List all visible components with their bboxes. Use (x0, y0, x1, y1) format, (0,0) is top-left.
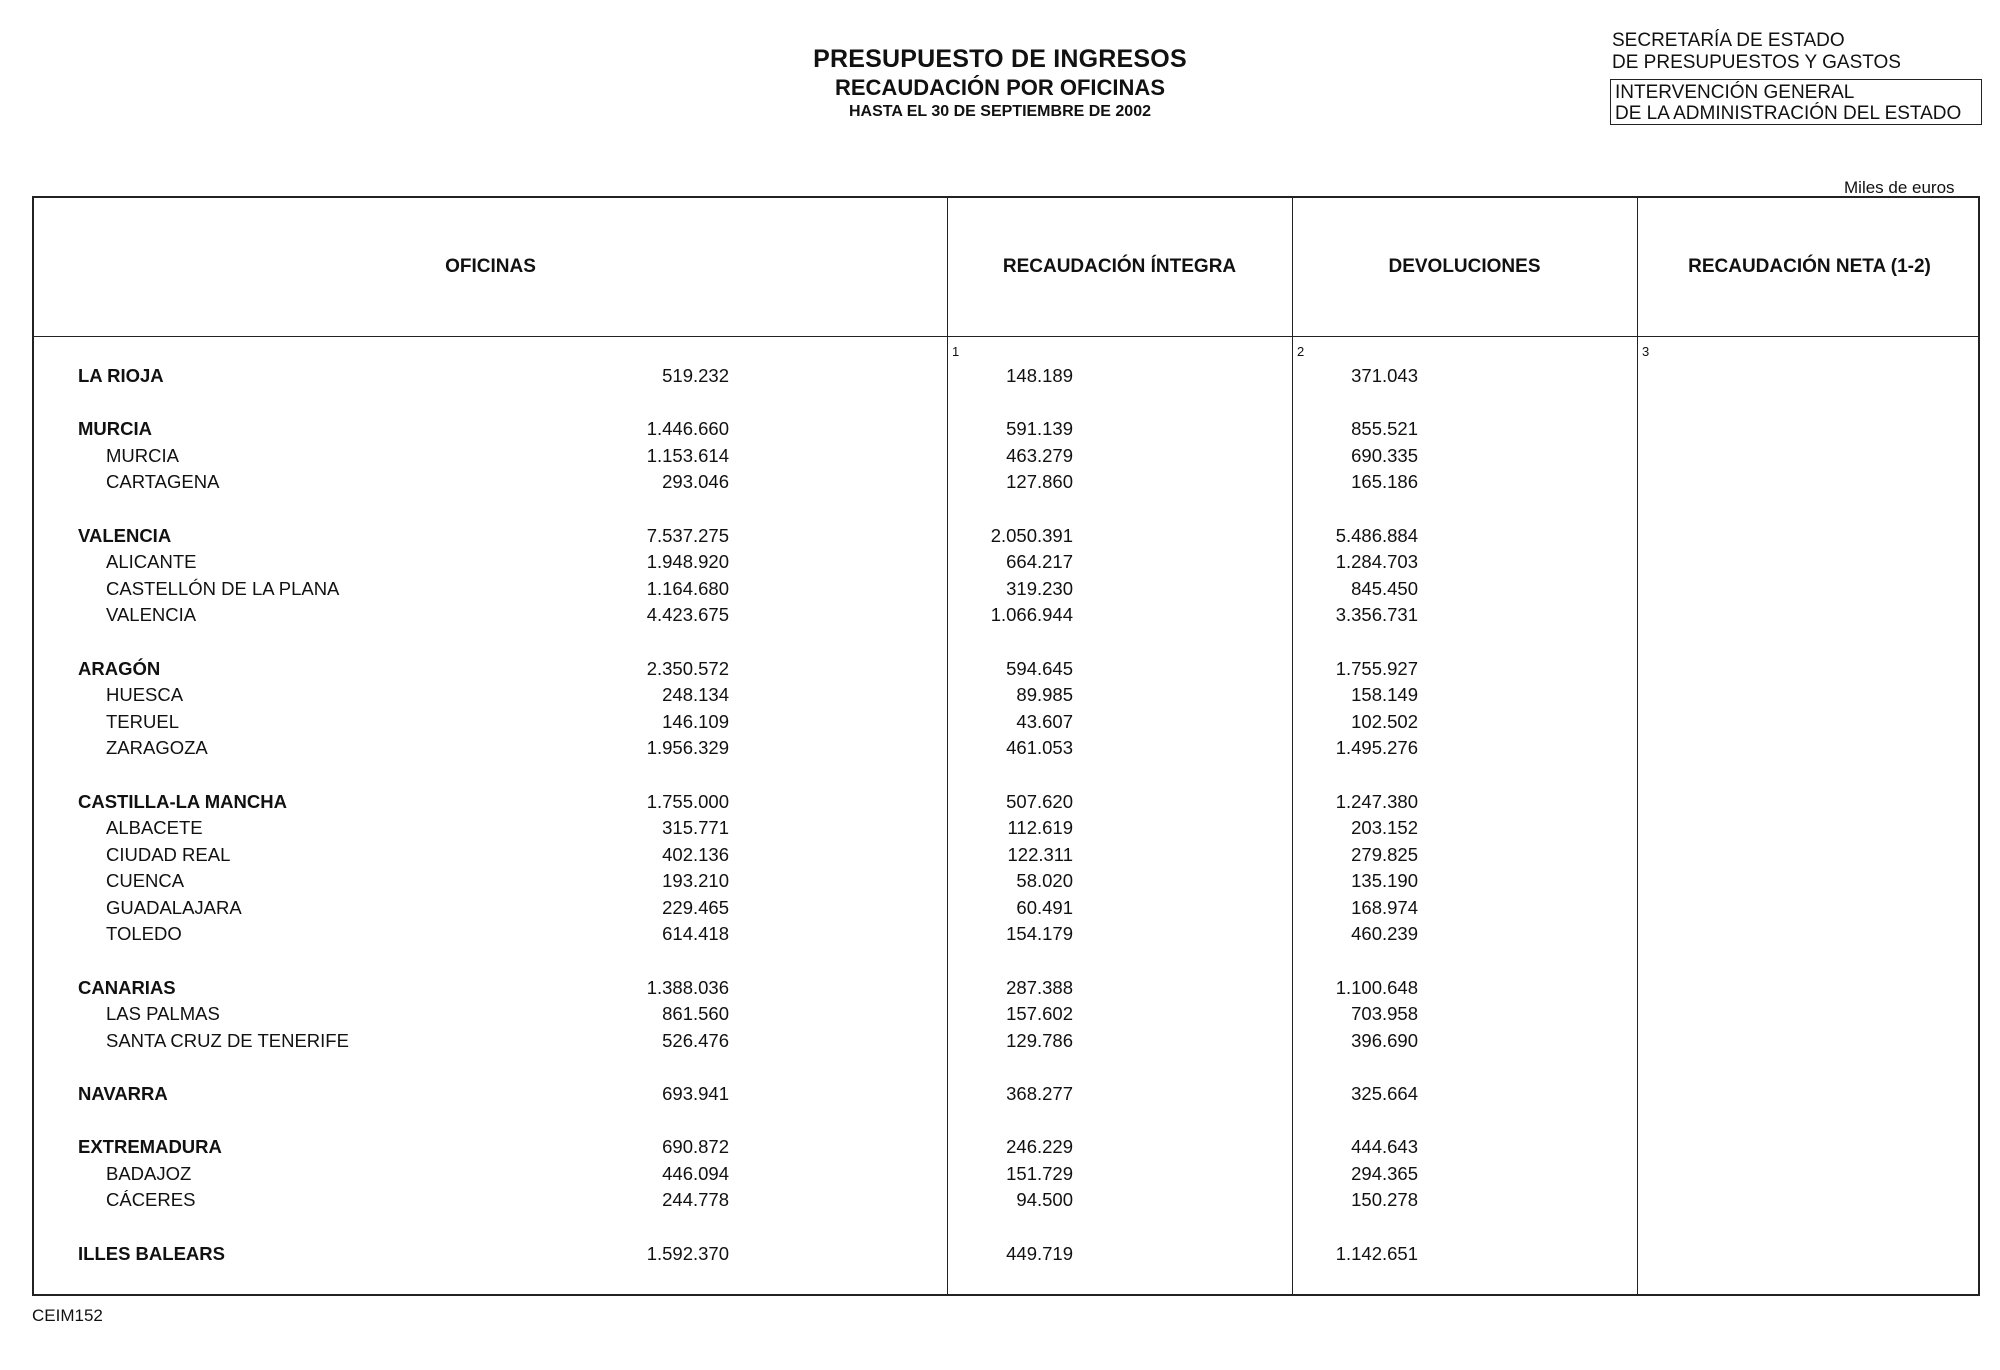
devoluciones-cell: 2.050.391 (990, 524, 1073, 546)
devoluciones-cell: 246.229 (1006, 1136, 1073, 1158)
recaudacion-integra-cell: 244.778 (662, 1189, 729, 1211)
recaudacion-integra-cell: 693.941 (662, 1083, 729, 1105)
devoluciones-cell: 368.277 (1006, 1083, 1073, 1105)
report-period: HASTA EL 30 DE SEPTIEMBRE DE 2002 (848, 103, 1151, 120)
table-row-office (34, 844, 1978, 871)
table-row-office (34, 1003, 1978, 1030)
group-spacer (34, 950, 1978, 977)
devoluciones-cell: 461.053 (1006, 737, 1073, 759)
devoluciones-cell: 591.139 (1006, 418, 1073, 440)
table-row-office (34, 737, 1978, 764)
devoluciones-cell: 594.645 (1006, 657, 1073, 679)
recaudacion-neta-cell: 294.365 (1351, 1162, 1418, 1184)
recaudacion-integra-cell: 293.046 (662, 471, 729, 493)
recaudacion-integra-cell: 1.153.614 (646, 444, 729, 466)
recaudacion-integra-cell: 248.134 (662, 684, 729, 706)
table-row-region (34, 977, 1978, 1004)
office-name-cell: TERUEL (106, 710, 179, 732)
column-number: 2 (1297, 344, 1305, 359)
recaudacion-neta-cell: 371.043 (1351, 365, 1418, 386)
table-body (34, 365, 1978, 1269)
agency-box-line-1: INTERVENCIÓN GENERAL (1615, 82, 1855, 103)
office-name-cell: VALENCIA (78, 524, 172, 546)
recaudacion-neta-cell: 855.521 (1351, 418, 1418, 440)
recaudacion-integra-cell: 690.872 (662, 1136, 729, 1158)
table-row-office (34, 1189, 1978, 1216)
devoluciones-cell: 122.311 (1007, 843, 1073, 865)
group-spacer (34, 1056, 1978, 1083)
header-divider (34, 336, 1978, 337)
devoluciones-cell: 60.491 (1016, 896, 1073, 918)
recaudacion-integra-cell: 1.388.036 (646, 976, 729, 998)
office-name-cell: CIUDAD REAL (106, 843, 231, 865)
agency-line-2: DE PRESUPUESTOS Y GASTOS (1612, 52, 1901, 73)
recaudacion-neta-cell: 279.825 (1351, 843, 1418, 865)
table-row-region (34, 658, 1978, 685)
recaudacion-integra-cell: 1.592.370 (646, 1242, 729, 1264)
recaudacion-integra-cell: 446.094 (662, 1162, 729, 1184)
office-name-cell: MURCIA (78, 418, 152, 440)
table-row-region (34, 365, 1978, 392)
recaudacion-integra-cell: 7.537.275 (646, 524, 729, 546)
table-row-region (34, 1136, 1978, 1163)
recaudacion-neta-cell: 1.755.927 (1335, 657, 1418, 679)
table-row-region (34, 525, 1978, 552)
office-name-cell: VALENCIA (106, 604, 197, 626)
group-spacer (34, 1110, 1978, 1137)
recaudacion-neta-cell: 168.974 (1351, 896, 1418, 918)
office-name-cell: CARTAGENA (106, 471, 220, 493)
group-spacer (34, 764, 1978, 791)
recaudacion-integra-cell: 1.164.680 (646, 577, 729, 599)
devoluciones-cell: 664.217 (1006, 551, 1073, 573)
recaudacion-neta-cell: 325.664 (1351, 1083, 1418, 1105)
group-spacer (34, 1216, 1978, 1243)
recaudacion-neta-cell: 1.495.276 (1335, 737, 1418, 759)
office-name-cell: LAS PALMAS (106, 1003, 220, 1025)
recaudacion-neta-cell: 1.247.380 (1335, 790, 1418, 812)
office-name-cell: BADAJOZ (106, 1162, 192, 1184)
devoluciones-cell: 507.620 (1006, 790, 1073, 812)
recaudacion-neta-cell: 845.450 (1351, 577, 1418, 599)
table-row-office (34, 471, 1978, 498)
units-label: Miles de euros (1844, 178, 1955, 197)
office-name-cell: NAVARRA (78, 1083, 168, 1105)
recaudacion-neta-cell: 1.142.651 (1335, 1242, 1418, 1264)
recaudacion-neta-cell: 3.356.731 (1335, 604, 1418, 626)
recaudacion-neta-cell: 102.502 (1351, 710, 1418, 732)
table-row-office (34, 684, 1978, 711)
recaudacion-integra-cell: 2.350.572 (646, 657, 729, 679)
group-spacer (34, 631, 1978, 658)
recaudacion-integra-cell: 146.109 (662, 710, 729, 732)
devoluciones-cell: 148.189 (1006, 365, 1073, 386)
revenue-table (32, 196, 1980, 1296)
recaudacion-integra-cell: 861.560 (662, 1003, 729, 1025)
column-number: 1 (952, 344, 960, 359)
office-name-cell: MURCIA (106, 444, 179, 466)
office-name-cell: ARAGÓN (78, 657, 161, 679)
recaudacion-integra-cell: 526.476 (662, 1029, 729, 1051)
table-row-office (34, 551, 1978, 578)
devoluciones-cell: 94.500 (1016, 1189, 1073, 1211)
devoluciones-cell: 319.230 (1006, 577, 1073, 599)
agency-name (1612, 30, 1901, 74)
recaudacion-neta-cell: 158.149 (1351, 684, 1418, 706)
recaudacion-neta-cell: 5.486.884 (1335, 524, 1418, 546)
report-title: PRESUPUESTO DE INGRESOS (813, 45, 1187, 73)
office-name-cell: ALICANTE (106, 551, 197, 573)
recaudacion-integra-cell: 1.956.329 (646, 737, 729, 759)
office-name-cell: LA RIOJA (78, 365, 164, 386)
table-row-office (34, 870, 1978, 897)
recaudacion-integra-cell: 402.136 (662, 843, 729, 865)
recaudacion-integra-cell: 229.465 (662, 896, 729, 918)
office-name-cell: ZARAGOZA (106, 737, 208, 759)
devoluciones-cell: 463.279 (1006, 444, 1073, 466)
devoluciones-cell: 129.786 (1006, 1029, 1073, 1051)
office-name-cell: CANARIAS (78, 976, 176, 998)
recaudacion-integra-cell: 4.423.675 (646, 604, 729, 626)
recaudacion-neta-cell: 444.643 (1351, 1136, 1418, 1158)
devoluciones-cell: 287.388 (1006, 976, 1073, 998)
devoluciones-cell: 43.607 (1016, 710, 1073, 732)
recaudacion-neta-cell: 396.690 (1351, 1029, 1418, 1051)
table-row-office (34, 897, 1978, 924)
table-row-office (34, 1030, 1978, 1057)
recaudacion-integra-cell: 193.210 (662, 870, 729, 892)
table-row-office (34, 817, 1978, 844)
office-name-cell: EXTREMADURA (78, 1136, 222, 1158)
table-row-office (34, 445, 1978, 472)
agency-box (1610, 79, 1982, 125)
devoluciones-cell: 151.729 (1006, 1162, 1073, 1184)
devoluciones-cell: 58.020 (1016, 870, 1073, 892)
recaudacion-integra-cell: 519.232 (662, 365, 729, 386)
devoluciones-cell: 127.860 (1006, 471, 1073, 493)
recaudacion-integra-cell: 1.755.000 (646, 790, 729, 812)
office-name-cell: GUADALAJARA (106, 896, 242, 918)
table-row-office (34, 1163, 1978, 1190)
recaudacion-neta-cell: 135.190 (1351, 870, 1418, 892)
document-code: CEIM152 (32, 1306, 103, 1325)
group-spacer (34, 392, 1978, 419)
office-name-cell: ALBACETE (106, 817, 203, 839)
office-name-cell: CASTILLA-LA MANCHA (78, 790, 287, 812)
column-header-devoluciones: DEVOLUCIONES (1388, 256, 1541, 277)
column-number: 3 (1642, 344, 1650, 359)
recaudacion-neta-cell: 703.958 (1351, 1003, 1418, 1025)
office-name-cell: CUENCA (106, 870, 185, 892)
recaudacion-neta-cell: 1.284.703 (1335, 551, 1418, 573)
table-row-region (34, 1083, 1978, 1110)
recaudacion-integra-cell: 1.948.920 (646, 551, 729, 573)
devoluciones-cell: 1.066.944 (990, 604, 1073, 626)
table-row-region (34, 418, 1978, 445)
recaudacion-neta-cell: 203.152 (1351, 817, 1418, 839)
group-spacer (34, 498, 1978, 525)
agency-line-1: SECRETARÍA DE ESTADO (1612, 30, 1845, 51)
recaudacion-neta-cell: 460.239 (1351, 923, 1418, 945)
office-name-cell: CÁCERES (106, 1189, 196, 1211)
table-row-office (34, 604, 1978, 631)
recaudacion-neta-cell: 165.186 (1351, 471, 1418, 493)
table-row-office (34, 923, 1978, 950)
recaudacion-integra-cell: 315.771 (662, 817, 729, 839)
office-name-cell: HUESCA (106, 684, 184, 706)
office-name-cell: ILLES BALEARS (78, 1242, 225, 1264)
devoluciones-cell: 89.985 (1016, 684, 1073, 706)
column-header-oficinas: OFICINAS (445, 256, 536, 277)
office-name-cell: CASTELLÓN DE LA PLANA (106, 577, 340, 599)
devoluciones-cell: 112.619 (1007, 817, 1073, 839)
recaudacion-neta-cell: 690.335 (1351, 444, 1418, 466)
table-row-office (34, 578, 1978, 605)
table-row-region (34, 1243, 1978, 1270)
column-header-recaudacion-integra: RECAUDACIÓN ÍNTEGRA (1002, 256, 1237, 277)
recaudacion-integra-cell: 614.418 (662, 923, 729, 945)
devoluciones-cell: 157.602 (1006, 1003, 1073, 1025)
table-row-office (34, 711, 1978, 738)
agency-box-line-2: DE LA ADMINISTRACIÓN DEL ESTADO (1615, 103, 1962, 124)
devoluciones-cell: 449.719 (1006, 1242, 1073, 1264)
devoluciones-cell: 154.179 (1006, 923, 1073, 945)
recaudacion-integra-cell: 1.446.660 (646, 418, 729, 440)
recaudacion-neta-cell: 150.278 (1351, 1189, 1418, 1211)
office-name-cell: SANTA CRUZ DE TENERIFE (106, 1029, 349, 1051)
report-title-block (700, 44, 1300, 123)
recaudacion-neta-cell: 1.100.648 (1335, 976, 1418, 998)
column-header-recaudacion-neta: RECAUDACIÓN NETA (1-2) (1688, 256, 1931, 277)
table-row-region (34, 791, 1978, 818)
report-subtitle: RECAUDACIÓN POR OFICINAS (834, 75, 1165, 100)
office-name-cell: TOLEDO (106, 923, 182, 945)
